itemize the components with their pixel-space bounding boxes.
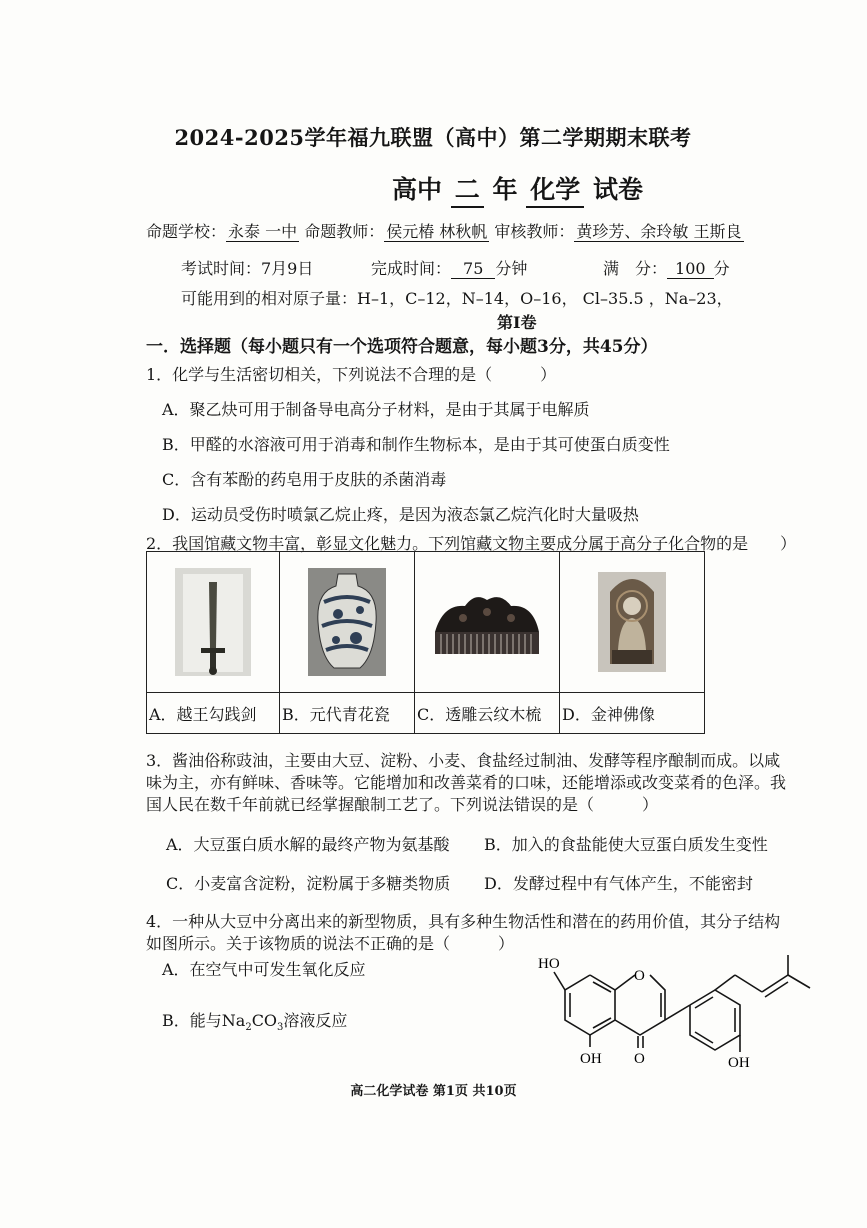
score-unit: 分 bbox=[713, 259, 730, 278]
relic-table bbox=[146, 551, 705, 734]
subtitle-subject: 化学 bbox=[526, 170, 584, 208]
q3-option-b: B．加入的食盐能使大豆蛋白质发生变性 bbox=[484, 835, 768, 854]
volume-label: 第Ⅰ卷 bbox=[497, 313, 537, 332]
q3-option-c: C．小麦富含淀粉，淀粉属于多糖类物质 bbox=[166, 874, 451, 893]
q1-option-a: A．聚乙炔可用于制备导电高分子材料，是由于其属于电解质 bbox=[162, 400, 590, 419]
duration-label: 完成时间： bbox=[371, 259, 452, 278]
molecule-structure bbox=[530, 950, 830, 1075]
q3-line1: 3．酱油俗称豉油，主要由大豆、淀粉、小麦、食盐经过制油、发酵等程序酿制而成。以咸 bbox=[146, 751, 781, 770]
author-line bbox=[146, 219, 744, 242]
mol-label-o-keto: O bbox=[634, 1051, 645, 1067]
relic-cell-sword bbox=[147, 552, 280, 693]
porcelain-image bbox=[280, 552, 414, 692]
teacher-label: 命题教师： bbox=[304, 222, 385, 241]
mol-label-oh-bottom: OH bbox=[580, 1051, 602, 1067]
exam-title: 2024-2025学年福九联盟（高中）第二学期期末联考 bbox=[174, 125, 692, 150]
q1-option-d: D．运动员受伤时喷氯乙烷止疼，是因为液态氯乙烷汽化时大量吸热 bbox=[162, 505, 639, 524]
exam-date: 考试时间：7月9日 bbox=[181, 259, 314, 278]
subtitle-grade: 高中 bbox=[392, 175, 443, 204]
duration-value: 75 bbox=[451, 259, 495, 279]
q1-stem: 1．化学与生活密切相关，下列说法不合理的是（ ） bbox=[146, 365, 557, 384]
q2-stem: 2．我国馆藏文物丰富，彰显文化魅力。下列馆藏文物主要成分属于高分子化合物的是 ） bbox=[146, 534, 797, 553]
relic-option-a: A．越王勾践剑 bbox=[147, 693, 280, 734]
q1-option-b: B．甲醛的水溶液可用于消毒和制作生物标本，是由于其可使蛋白质变性 bbox=[162, 435, 670, 454]
duration-unit: 分钟 bbox=[495, 259, 528, 278]
score-line bbox=[603, 256, 730, 279]
school-label: 命题学校： bbox=[146, 222, 227, 241]
exam-subtitle bbox=[392, 170, 643, 208]
q4-line1: 4．一种从大豆中分离出来的新型物质，具有多种生物活性和潜在的药用价值，其分子结构 bbox=[146, 912, 781, 931]
q4-option-b-prefix: B．能与 bbox=[162, 1011, 222, 1030]
atomic-mass-line: 可能用到的相对原子量：H–1，C–12，N–14，O–16， Cl–35.5 ，Na–23， bbox=[181, 289, 733, 308]
score-value: 100 bbox=[667, 259, 714, 279]
subtitle-nian: 年 bbox=[492, 175, 518, 204]
reviewer-names: 黄珍芳、余玲敏 王斯良 bbox=[576, 222, 742, 241]
mol-label-o-ring: O bbox=[634, 968, 645, 984]
score-label: 满 分： bbox=[603, 259, 668, 278]
q4-line2: 如图所示。关于该物质的说法不正确的是（ ） bbox=[146, 934, 515, 953]
buddha-image bbox=[560, 552, 704, 692]
q3-option-a: A．大豆蛋白质水解的最终产物为氨基酸 bbox=[166, 835, 450, 854]
teacher-names: 侯元椿 林秋帆 bbox=[386, 222, 488, 241]
relic-cell-porcelain bbox=[280, 552, 415, 693]
section-heading: 一．选择题（每小题只有一个选项符合题意，每小题3分，共45分） bbox=[146, 337, 658, 357]
q3-line3: 国人民在数千年前就已经掌握酿制工艺了。下列说法错误的是（ ） bbox=[146, 795, 659, 814]
sword-image bbox=[147, 552, 279, 692]
relic-option-d: D．金神佛像 bbox=[560, 693, 705, 734]
relic-option-c: C．透雕云纹木梳 bbox=[415, 693, 560, 734]
school-name: 永泰 一中 bbox=[228, 222, 298, 241]
q4-option-a: A．在空气中可发生氧化反应 bbox=[162, 960, 366, 979]
mol-label-oh-ringb: OH bbox=[728, 1055, 750, 1071]
q4-option-b: B．能与$Na_2CO_3$溶液反应 bbox=[162, 1011, 348, 1034]
q3-line2: 味为主，亦有鲜味、香味等。它能增加和改善菜肴的口味，还能增添或改变菜肴的色泽。我 bbox=[146, 773, 787, 792]
q1-option-c: C．含有苯酚的药皂用于皮肤的杀菌消毒 bbox=[162, 470, 447, 489]
q4-option-b-suffix: 溶液反应 bbox=[283, 1011, 348, 1030]
subtitle-exam: 试卷 bbox=[592, 175, 643, 204]
page-footer: 高二化学试卷 第1页 共10页 bbox=[350, 1084, 517, 1099]
relic-cell-comb bbox=[415, 552, 560, 693]
exam-time-line bbox=[181, 256, 313, 279]
relic-cell-buddha bbox=[560, 552, 705, 693]
comb-image bbox=[415, 552, 559, 692]
q3-option-d: D．发酵过程中有气体产生，不能密封 bbox=[484, 874, 753, 893]
duration-line bbox=[371, 256, 527, 279]
subtitle-year: 二 bbox=[451, 170, 484, 208]
relic-option-b: B．元代青花瓷 bbox=[280, 693, 415, 734]
mol-label-ho: HO bbox=[538, 956, 560, 972]
reviewer-label: 审核教师： bbox=[494, 222, 575, 241]
